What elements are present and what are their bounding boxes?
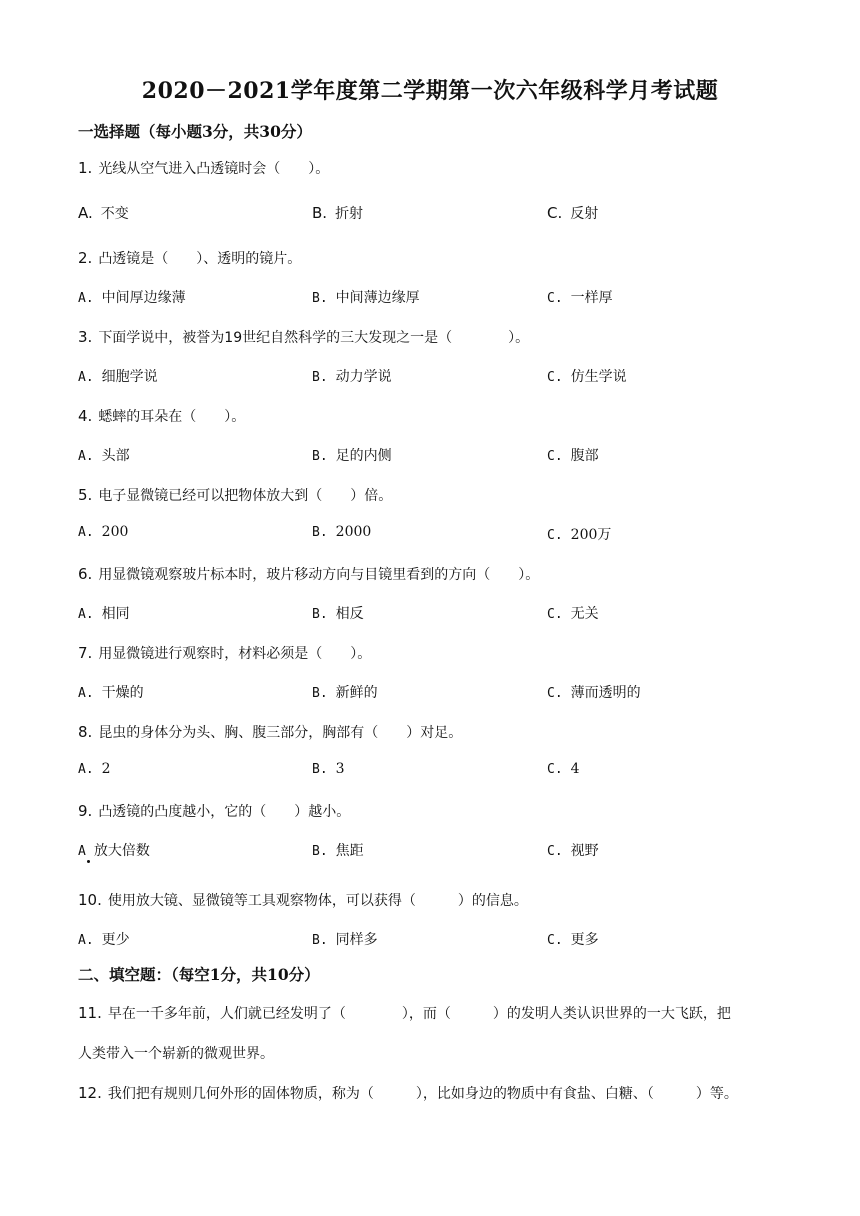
option-b: B. 相反 — [312, 606, 364, 622]
question-9: 9. 凸透镜的凸度越小，它的（ ）越小。 — [78, 802, 351, 820]
question-text: 光线从空气进入凸透镜时会（ ）。 — [98, 161, 330, 177]
option-b: B. 3 — [312, 761, 345, 777]
option-b: B. 中间薄边缘厚 — [312, 290, 420, 306]
option-c: C. 无关 — [547, 606, 599, 622]
option-c: C. 反射 — [547, 204, 599, 222]
option-b: B. 折射 — [312, 204, 364, 222]
option-c: C. 4 — [547, 761, 580, 777]
option-a: A. 头部 — [78, 448, 130, 464]
option-c: C. 200万 — [547, 527, 612, 543]
question-10: 10. 使用放大镜、显微镜等工具观察物体，可以获得（ ）的信息。 — [78, 891, 528, 909]
option-b: B. 新鲜的 — [312, 685, 378, 701]
section-heading-choice: 一选择题（每小题3分，共30分） — [78, 122, 312, 141]
option-c: C. 更多 — [547, 932, 599, 948]
question-5: 5. 电子显微镜已经可以把物体放大到（ ）倍。 — [78, 486, 393, 504]
option-c: C. 一样厚 — [547, 290, 613, 306]
option-b: B. 动力学说 — [312, 369, 392, 385]
option-b: B. 焦距 — [312, 843, 364, 859]
question-number: 1. — [78, 159, 93, 177]
option-a: A. 不变 — [78, 204, 129, 222]
options-3 — [78, 366, 778, 388]
option-a: A 放大倍数 — [78, 843, 150, 859]
question-12: 12. 我们把有规则几何外形的固体物质，称为（ ），比如身边的物质中有食盐、白糖、（ ）等。 — [78, 1084, 738, 1102]
stray-dot — [87, 860, 90, 863]
question-11-continuation: 人类带入一个崭新的微观世界。 — [78, 1046, 274, 1062]
option-a: A. 相同 — [78, 606, 130, 622]
options-6 — [78, 603, 778, 625]
options-2 — [78, 287, 778, 309]
question-7: 7. 用显微镜进行观察时，材料必须是（ ）。 — [78, 644, 372, 662]
options-8 — [78, 761, 778, 783]
question-3: 3. 下面学说中，被誉为19世纪自然科学的三大发现之一是（ ）。 — [78, 328, 530, 346]
option-c: C. 薄而透明的 — [547, 685, 641, 701]
question-1 — [78, 158, 329, 178]
options-10 — [78, 929, 778, 951]
options-1 — [78, 203, 778, 225]
option-b: B. 同样多 — [312, 932, 378, 948]
question-2: 2. 凸透镜是（ ）、透明的镜片。 — [78, 249, 302, 267]
option-c: C. 仿生学说 — [547, 369, 627, 385]
section-heading-fill: 二、填空题：（每空1分，共10分） — [78, 965, 320, 984]
option-a: A. 200 — [78, 524, 129, 540]
options-4 — [78, 445, 778, 467]
option-a: A. 2 — [78, 761, 111, 777]
question-4: 4. 蟋蟀的耳朵在（ ）。 — [78, 407, 246, 425]
option-a: A. 细胞学说 — [78, 369, 158, 385]
question-8: 8. 昆虫的身体分为头、胸、腹三部分，胸部有（ ）对足。 — [78, 723, 463, 741]
option-c: C. 腹部 — [547, 448, 599, 464]
option-b: B. 足的内侧 — [312, 448, 392, 464]
page-title: 2020－2021学年度第二学期第一次六年级科学月考试题 — [141, 78, 719, 104]
question-6: 6. 用显微镜观察玻片标本时，玻片移动方向与目镜里看到的方向（ ）。 — [78, 565, 540, 583]
options-9 — [78, 840, 778, 862]
option-c: C. 视野 — [547, 843, 599, 859]
option-a: A. 更少 — [78, 932, 130, 948]
option-a: A. 干燥的 — [78, 685, 144, 701]
question-11: 11. 早在一千多年前，人们就已经发明了（ ），而（ ）的发明人类认识世界的一大飞跃，把 — [78, 1004, 731, 1022]
option-a: A. 中间厚边缘薄 — [78, 290, 186, 306]
options-5 — [78, 524, 778, 546]
options-7 — [78, 682, 778, 704]
option-b: B. 2000 — [312, 524, 372, 540]
